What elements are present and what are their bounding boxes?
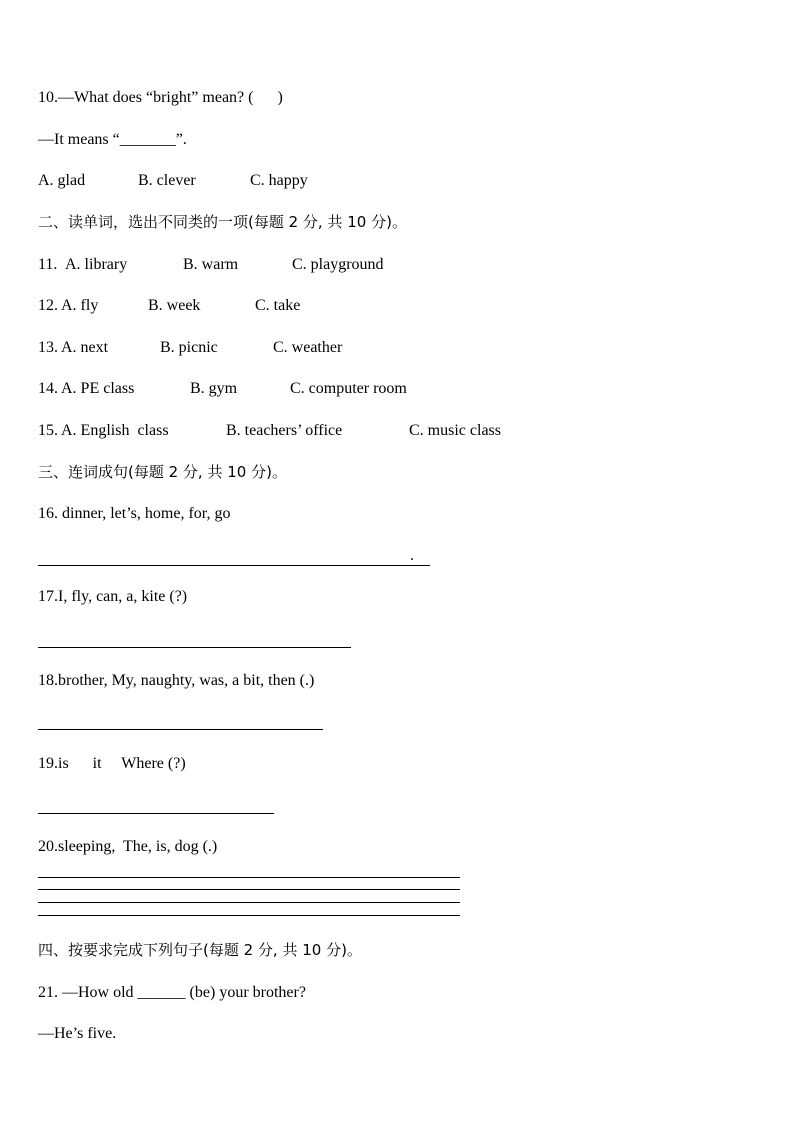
q12-option-c: C. take (255, 297, 301, 314)
q19-prompt: 19.is it Where (?) (38, 755, 186, 772)
q18-answer-line[interactable] (38, 729, 323, 730)
q15-option-b: B. teachers’ office (226, 422, 343, 439)
q13-option-c: C. weather (273, 339, 343, 356)
q13-option-a: A. next (61, 339, 109, 356)
q11-option-c: C. playground (292, 256, 384, 273)
section3-heading: 三、连词成句(每题 2 分, 共 10 分)。 (38, 463, 287, 481)
q15-number: 15. (38, 422, 58, 439)
q10-option-a: A. glad (38, 172, 86, 189)
q20-answer-line-3[interactable] (38, 902, 460, 903)
q12-number: 12. (38, 297, 58, 314)
q21-question: 21. —How old ______ (be) your brother? (38, 984, 306, 1001)
q11-number: 11. (38, 256, 62, 273)
q15-option-a: A. English class (61, 422, 169, 439)
q11-option-b: B. warm (183, 256, 239, 273)
section2-heading: 二、读单词，选出不同类的一项(每题 2 分, 共 10 分)。 (38, 213, 407, 231)
q20-answer-line-4[interactable] (38, 915, 460, 916)
q10-question: 10.—What does “bright” mean? ( ) (38, 89, 283, 106)
section4-heading: 四、按要求完成下列句子(每题 2 分, 共 10 分)。 (38, 941, 362, 959)
q20-prompt: 20.sleeping, The, is, dog (.) (38, 838, 218, 855)
q10-option-c: C. happy (250, 172, 308, 189)
q21-answer: —He’s five. (38, 1025, 117, 1042)
q14-option-a: A. PE class (61, 380, 135, 397)
q12-option-b: B. week (148, 297, 201, 314)
q14-option-b: B. gym (190, 380, 238, 397)
q13-option-b: B. picnic (160, 339, 218, 356)
q18-prompt: 18.brother, My, naughty, was, a bit, then (.) (38, 672, 315, 689)
q17-prompt: 17.I, fly, can, a, kite (?) (38, 588, 188, 605)
q14-option-c: C. computer room (290, 380, 407, 397)
q16-answer-line[interactable] (38, 565, 430, 566)
q14-number: 14. (38, 380, 58, 397)
q11-option-a: A. library (65, 256, 128, 273)
q17-answer-line[interactable] (38, 647, 351, 648)
q10-answer: —It means “_______”. (38, 131, 187, 148)
q15-option-c: C. music class (409, 422, 501, 439)
q19-answer-line[interactable] (38, 813, 274, 814)
q12-option-a: A. fly (61, 297, 99, 314)
q20-answer-line-1[interactable] (38, 877, 460, 878)
q20-answer-line-2[interactable] (38, 889, 460, 890)
q16-period: . (410, 547, 414, 564)
q16-prompt: 16. dinner, let’s, home, for, go (38, 505, 231, 522)
q13-number: 13. (38, 339, 58, 356)
q10-option-b: B. clever (138, 172, 196, 189)
